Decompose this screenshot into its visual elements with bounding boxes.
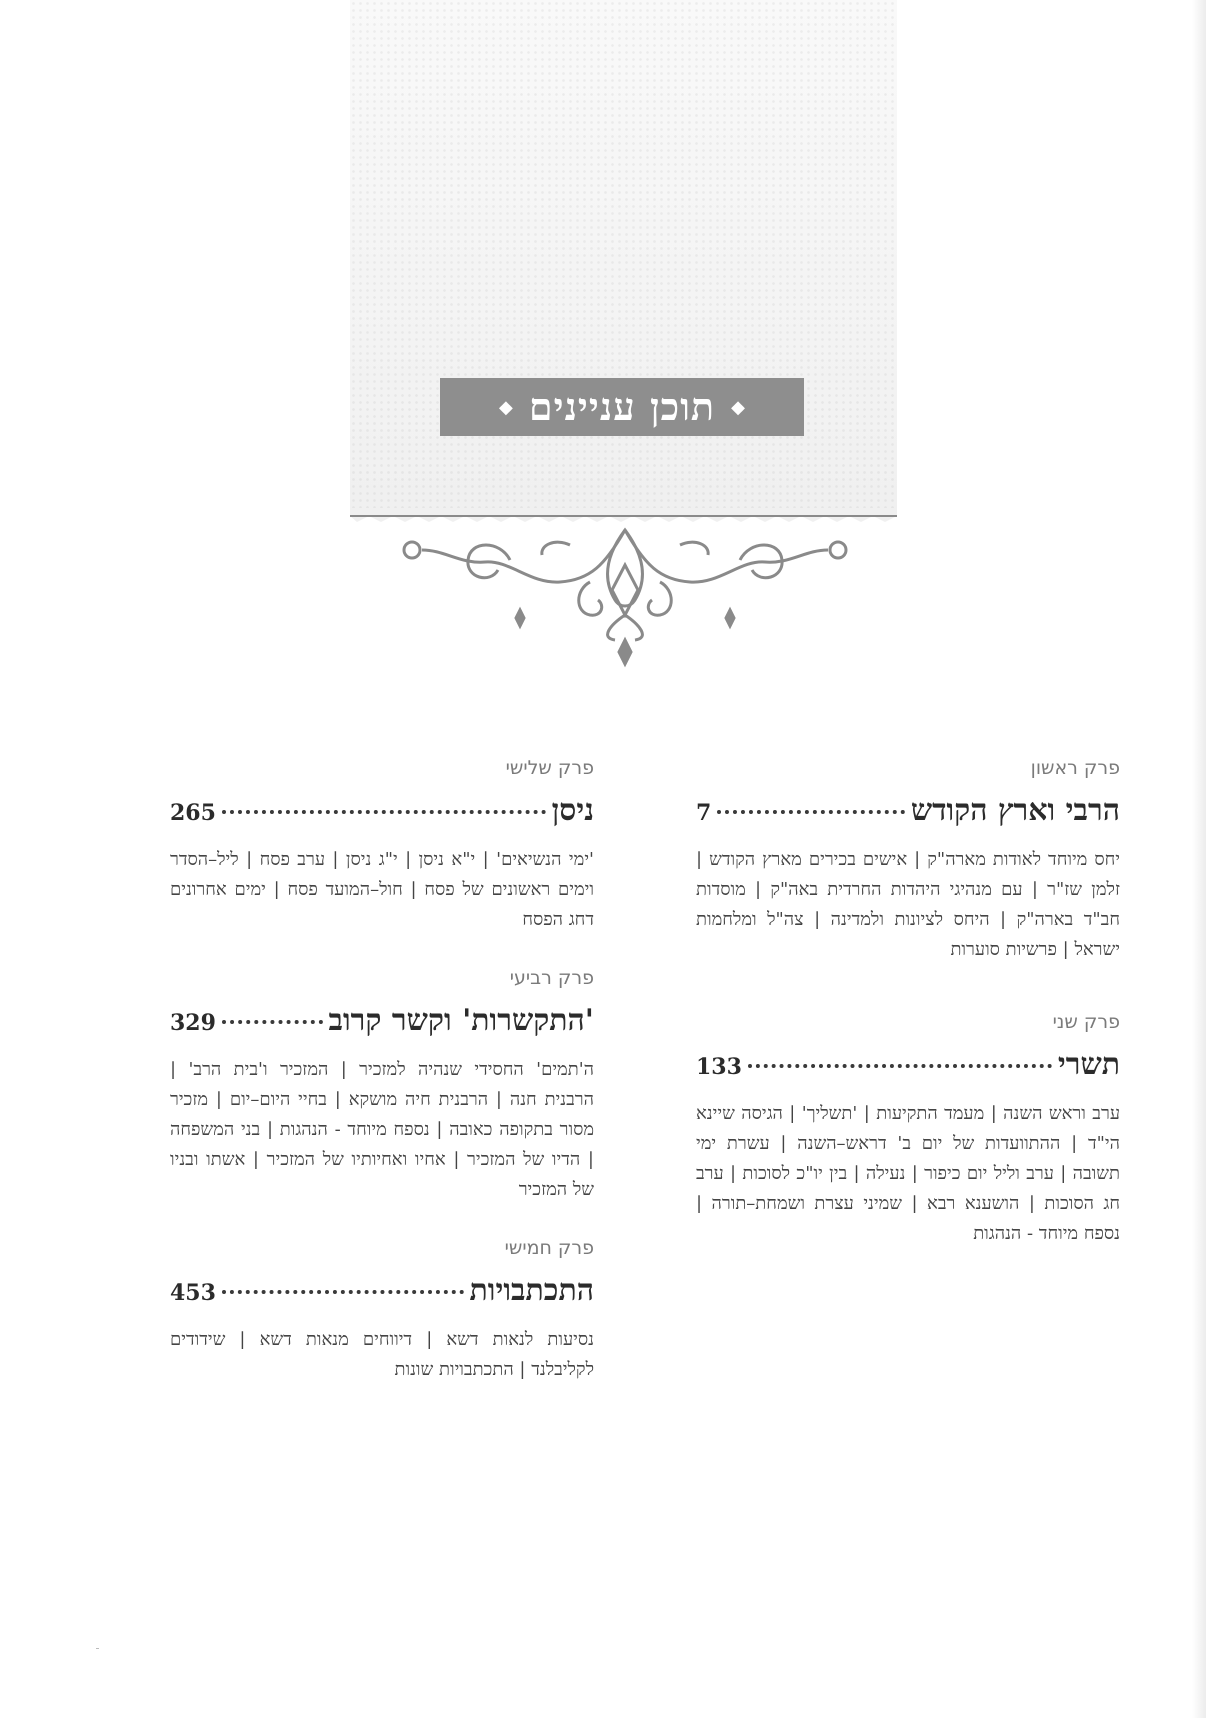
chapter-label: פרק רביעי [509, 967, 594, 989]
page-edge-shadow [1192, 0, 1206, 1718]
diamond-icon: ◆ [731, 396, 745, 418]
dot-leader [222, 1290, 464, 1294]
chapter-description: נסיעות לנאות דשא | דיווחים מנאות דשא | שידודים לקליבלנד | התכתבויות שונות [170, 1329, 594, 1380]
page-number: 265 [170, 800, 216, 826]
heading-row [170, 1271, 594, 1311]
dot-leader [222, 810, 546, 814]
heading-row [696, 1045, 1120, 1085]
chapter-description: 'ימי הנשיאים' | י"א ניסן | י"ג ניסן | ערב פסח | ליל–הסדר וימים ראשונים של פסח | חול–המועד פסח | ימים אחרונים דחג הפסח [170, 849, 594, 930]
chapter-description: ה'תמים' החסידי שנהיה למזכיר | המזכיר ו'בית הרב' | הרבנית חנה | הרבנית חיה מושקא | בחיי היום–יום | מזכיר מסור בתקופה כאובה | נספח מיוחד - הנהגות | בני המשפחה | הדיו של המזכיר | אחיו ואחיותיו של המזכיר | אשתו ובניו של המזכיר [170, 1059, 594, 1200]
toc-entry[interactable] [170, 755, 594, 935]
chapter-title: 'התקשרות' וקשר קרוב [328, 1003, 594, 1038]
page-number: 453 [170, 1280, 216, 1306]
page-number: 133 [696, 1054, 742, 1080]
chapter-label: פרק חמישי [504, 1237, 594, 1259]
chapter-label: פרק שני [1052, 1011, 1120, 1033]
header-banner [350, 0, 897, 515]
toc-entry[interactable] [170, 1235, 594, 1385]
chapter-title: תשרי [1057, 1047, 1120, 1082]
toc-entry[interactable] [696, 755, 1120, 965]
chapter-description: ערב וראש השנה | מעמד התקיעות | 'תשליך' | הגיסה שיינא הי"ד | ההתוועדות של יום ב' דראש–השנה | עשרת ימי תשובה | ערב וליל יום כיפור | נעילה | בין יו"כ לסוכות | ערב חג הסוכות | הושענא רבא | שמיני עצרת ושמחת–תורה | נספח מיוחד - הנהגות [696, 1103, 1120, 1244]
dot-leader [222, 1020, 323, 1024]
chapter-title: הרבי וארץ הקודש [910, 793, 1120, 828]
chapter-title: ניסן [551, 793, 594, 828]
chapter-title: התכתבויות [469, 1273, 594, 1308]
title-box [440, 378, 804, 436]
dot-leader [717, 810, 905, 814]
chapter-label: פרק שלישי [505, 757, 594, 779]
toc-column-right [696, 755, 1120, 1279]
scroll-ornament-icon [390, 520, 860, 670]
page-title: תוכן עניינים [528, 384, 716, 429]
toc-column-left [170, 755, 594, 1415]
heading-row [170, 1001, 594, 1041]
chapter-description: יחס מיוחד לאודות מארה"ק | אישים בכירים מארץ הקודש | זלמן שז"ר | עם מנהיגי היהדות החרדית באה"ק | מוסדות חב"ד בארה"ק | היחס לציונות ולמדינה | צה"ל ומלחמות ישראל | פרשיות סוערות [696, 849, 1120, 960]
page-number: 329 [170, 1010, 216, 1036]
toc-entry[interactable] [696, 1009, 1120, 1249]
diamond-icon: ◆ [499, 396, 513, 418]
page-speck [96, 1648, 99, 1649]
dot-leader [748, 1064, 1052, 1068]
heading-row [696, 791, 1120, 831]
heading-row [170, 791, 594, 831]
toc-entry[interactable] [170, 965, 594, 1205]
chapter-label: פרק ראשון [1030, 757, 1120, 779]
page-number: 7 [696, 800, 712, 826]
